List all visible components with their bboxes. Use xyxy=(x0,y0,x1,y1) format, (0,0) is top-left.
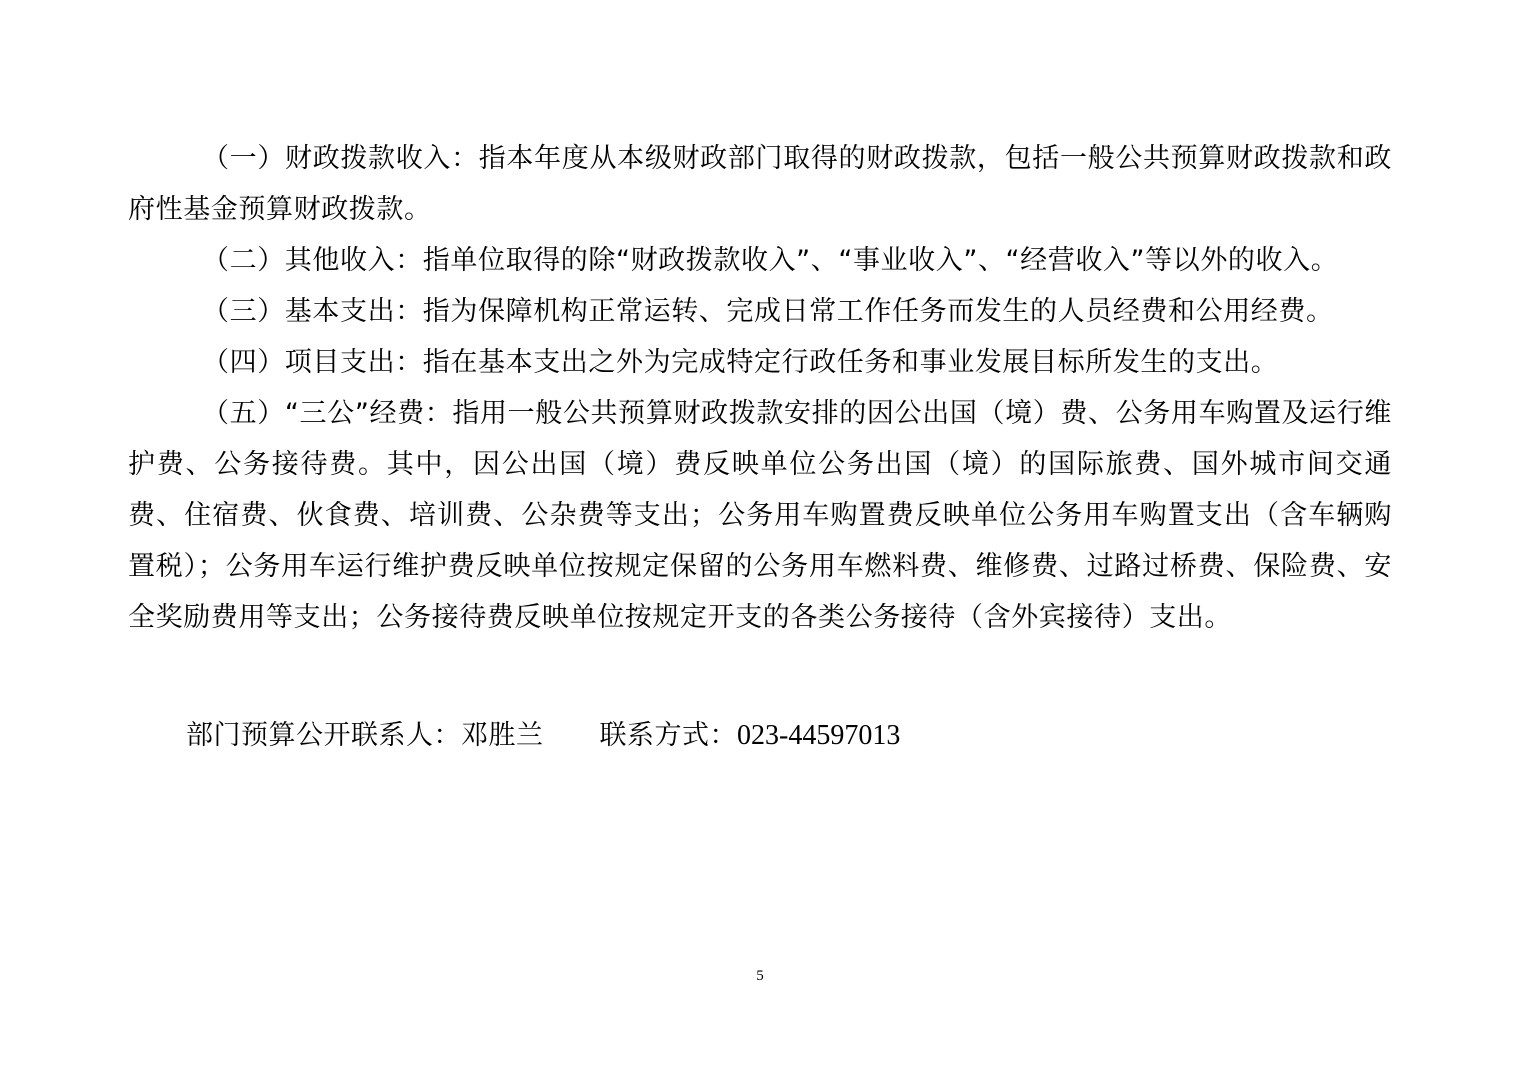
definition-other-income: （二）其他收入：指单位取得的除“财政拨款收入”、“事业收入”、“经营收入”等以外的收入。 xyxy=(202,245,1339,276)
page-number: 5 xyxy=(756,968,764,984)
contact-person-label: 部门预算公开联系人： xyxy=(186,720,461,751)
contact-person-name: 邓胜兰 xyxy=(461,720,544,751)
definition-fiscal-appropriation-income: （一）财政拨款收入：指本年度从本级财政部门取得的财政拨款，包括一般公共预算财政拨款和政府性基金预算财政拨款。 xyxy=(128,143,1392,225)
contact-line xyxy=(186,712,900,760)
contact-phone: 023-44597013 xyxy=(737,720,901,751)
definition-basic-expenditure: （三）基本支出：指为保障机构正常运转、完成日常工作任务而发生的人员经费和公用经费。 xyxy=(202,296,1334,327)
document-body xyxy=(128,133,1392,643)
definition-project-expenditure: （四）项目支出：指在基本支出之外为完成特定行政任务和事业发展目标所发生的支出。 xyxy=(202,347,1279,378)
contact-phone-label: 联系方式： xyxy=(599,720,737,751)
definition-three-public-expenses: （五）“三公”经费：指用一般公共预算财政拨款安排的因公出国（境）费、公务用车购置及运行维护费、公务接待费。其中，因公出国（境）费反映单位公务出国（境）的国际旅费、国外城市间交通费、住宿费、伙食费、培训费、公杂费等支出；公务用车购置费反映单位公务用车购置支出（含车辆购置税）；公务用车运行维护费反映单位按规定保留的公务用车燃料费、维修费、过路过桥费、保险费、安全奖励费用等支出；公务接待费反映单位按规定开支的各类公务接待（含外宾接待）支出。 xyxy=(128,398,1392,633)
